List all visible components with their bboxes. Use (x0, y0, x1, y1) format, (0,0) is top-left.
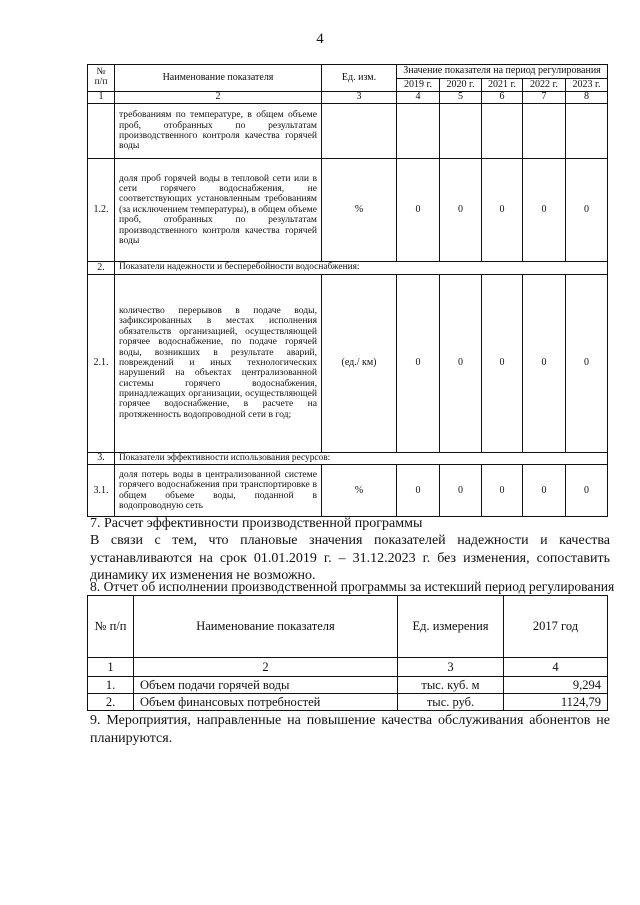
page-number: 4 (316, 31, 324, 47)
row-num: 2.1. (88, 274, 115, 452)
section7-text: В связи с тем, что плановые значения показателей надежности и качества устанавливаются на срок 01.01.2019 г. – 31.12.2023 г. без изменения, сопоставить динамику их изменения не возможно. (90, 533, 610, 583)
row-name: количество перерывов в подаче воды, зафиксированных в местах исполнения обязательств организацией, осуществляющей горячее водоснабжение, по подаче горячей воды, возникших в результате аварий, повреждений и иных технологических нарушений на объектах централизованной системы горячего водоснабжения, принадлежащих организации, осуществляющей горячее водоснабжение, в расчете на протяженность водопроводной сети в год; (115, 274, 322, 452)
row-num: 1.2. (88, 159, 115, 262)
row-name: Объем финансовых потребностей (134, 694, 398, 711)
row-name: доля проб горячей воды в тепловой сети или в сети горячего водоснабжения, не соответствующих установленным требованиям (за исключением температуры), в общем объеме проб, отобранных по результатам производственного контроля качества горячей воды (115, 159, 322, 262)
row-value: 0 (566, 274, 608, 452)
section9-text: 9. Мероприятия, направленные на повышение качества обслуживания абонентов не планируются. (90, 713, 610, 746)
row-value (482, 104, 523, 159)
section-title: Показатели надежности и бесперебойности водоснабжения: (115, 262, 608, 275)
row-value: 0 (397, 274, 440, 452)
report-table (87, 595, 608, 711)
col-number: 6 (482, 92, 523, 104)
row-value (566, 104, 608, 159)
row-unit: (ед./ км) (322, 274, 397, 452)
row-name: требованиям по температуре, в общем объеме проб, отобранных по результатам производственного контроля качества горячей воды (115, 104, 322, 159)
row-value: 1124,79 (504, 694, 608, 711)
row-name: доля потерь воды в централизованной системе горячего водоснабжения при транспортировке в общем объеме воды, поданной в водопроводную сеть (115, 465, 322, 517)
header-year: 2019 г. (397, 79, 440, 92)
row-num: 1. (88, 677, 134, 694)
row-value: 0 (482, 465, 523, 517)
row-value: 0 (440, 465, 482, 517)
section-num: 3. (88, 452, 115, 465)
row-num (88, 104, 115, 159)
col-number: 1 (88, 658, 134, 677)
col-number: 1 (88, 92, 115, 104)
row-value: 0 (440, 274, 482, 452)
row-value (523, 104, 566, 159)
header-year: 2020 г. (440, 79, 482, 92)
indicators-table (87, 64, 608, 517)
row-value: 0 (566, 159, 608, 262)
header-name: Наименование показателя (134, 596, 398, 658)
row-name: Объем подачи горячей воды (134, 677, 398, 694)
row-unit: % (322, 159, 397, 262)
row-value: 0 (523, 159, 566, 262)
header-period: Значение показателя на период регулирования (397, 65, 608, 79)
row-value: 0 (523, 274, 566, 452)
col-number: 5 (440, 92, 482, 104)
row-unit: тыс. куб. м (398, 677, 504, 694)
row-value: 0 (566, 465, 608, 517)
row-value: 0 (482, 159, 523, 262)
row-value: 0 (397, 465, 440, 517)
row-num: 3.1. (88, 465, 115, 517)
col-number: 7 (523, 92, 566, 104)
header-year: 2017 год (504, 596, 608, 658)
row-num: 2. (88, 694, 134, 711)
section8-heading: 8. Отчет об исполнении производственной программы за истекший период регулирования (90, 579, 615, 594)
col-number: 8 (566, 92, 608, 104)
col-number: 2 (134, 658, 398, 677)
section-title: Показатели эффективности использования ресурсов: (115, 452, 608, 465)
row-unit: % (322, 465, 397, 517)
row-unit: тыс. руб. (398, 694, 504, 711)
col-number: 3 (322, 92, 397, 104)
header-num: № п/п (88, 65, 115, 92)
row-value (397, 104, 440, 159)
row-value: 0 (397, 159, 440, 262)
header-name: Наименование показателя (115, 65, 322, 92)
section7-heading: 7. Расчет эффективности производственной программы (90, 516, 423, 531)
section-num: 2. (88, 262, 115, 275)
header-year: 2023 г. (566, 79, 608, 92)
header-year: 2021 г. (482, 79, 523, 92)
row-value: 0 (482, 274, 523, 452)
row-value: 0 (523, 465, 566, 517)
header-unit: Ед. изм. (322, 65, 397, 92)
header-num: № п/п (88, 596, 134, 658)
col-number: 4 (397, 92, 440, 104)
header-year: 2022 г. (523, 79, 566, 92)
row-unit (322, 104, 397, 159)
col-number: 4 (504, 658, 608, 677)
col-number: 2 (115, 92, 322, 104)
row-value: 0 (440, 159, 482, 262)
row-value: 9,294 (504, 677, 608, 694)
header-unit: Ед. измерения (398, 596, 504, 658)
row-value (440, 104, 482, 159)
col-number: 3 (398, 658, 504, 677)
